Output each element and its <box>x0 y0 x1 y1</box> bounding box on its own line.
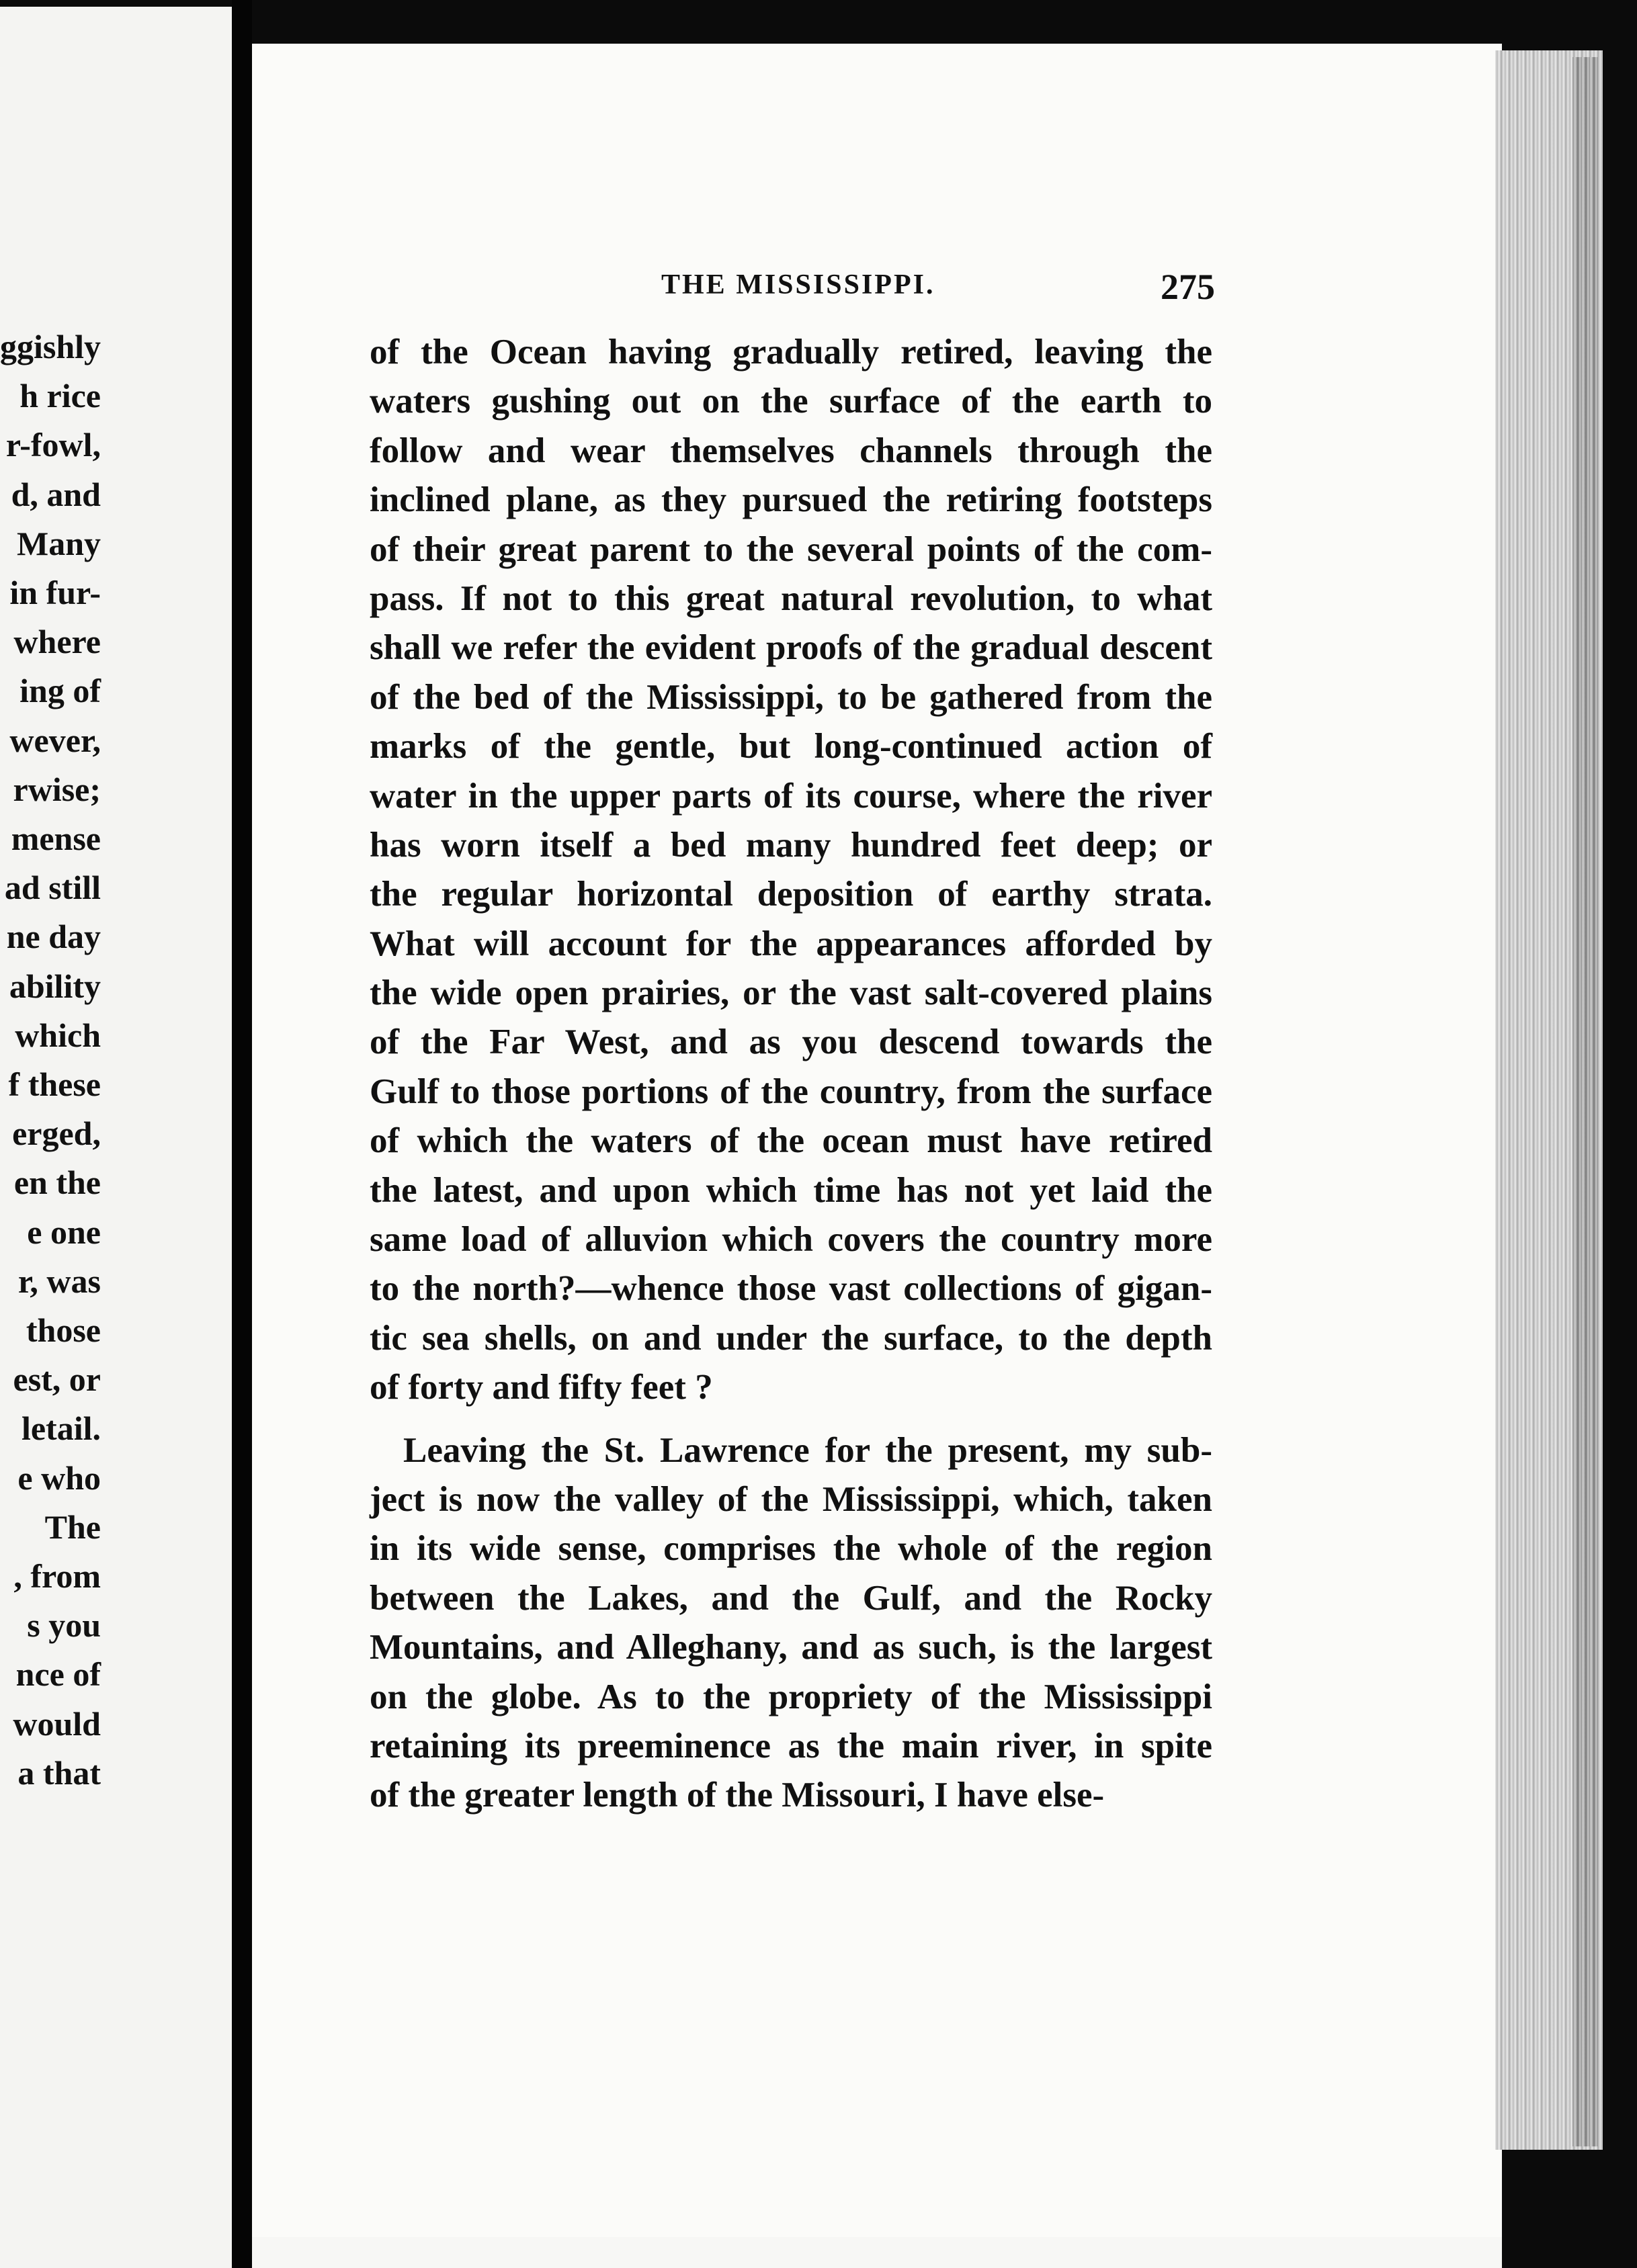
left-page-line: h rice <box>19 377 101 415</box>
left-page-line: ad still <box>4 869 101 907</box>
text-line: between the Lakes, and the Gulf, and the Rocky <box>370 1578 1212 1618</box>
paragraph-gap <box>370 1413 1212 1426</box>
scan-border <box>1603 0 1637 2268</box>
text-line: What will account for the appearances afforded by <box>370 924 1212 963</box>
page-header <box>363 266 1215 306</box>
left-page-line: a that <box>17 1753 101 1792</box>
text-line: the latest, and upon which time has not yet laid the <box>370 1170 1212 1210</box>
text-line: Gulf to those portions of the country, from the surface <box>370 1072 1212 1111</box>
page-bottom <box>252 2237 1502 2268</box>
text-line: inclined plane, as they pursued the retiring footsteps <box>370 480 1212 520</box>
text-line: in its wide sense, comprises the whole of the region <box>370 1529 1212 1569</box>
text-line: of which the waters of the ocean must have retired <box>370 1121 1212 1161</box>
text-line: shall we refer the evident proofs of the gradual descent <box>370 628 1212 668</box>
text-line: of forty and fifty feet ? <box>370 1368 713 1407</box>
left-page-line: ne day <box>6 918 101 956</box>
left-page-line: erged, <box>12 1115 101 1153</box>
text-line: Mountains, and Alleghany, and as such, is the largest <box>370 1628 1212 1667</box>
page-number: 275 <box>1161 267 1215 307</box>
text-line: water in the upper parts of its course, where the river <box>370 776 1212 816</box>
text-line: of the Ocean having gradually retired, leaving the <box>370 333 1212 372</box>
left-page-line: wever, <box>9 721 101 759</box>
text-line: of the bed of the Mississippi, to be gathered from the <box>370 677 1212 717</box>
paragraph <box>370 328 1212 1413</box>
left-page-line: nce of <box>15 1655 101 1694</box>
text-line: pass. If not to this great natural revolution, to what <box>370 578 1212 618</box>
left-page-line: Many <box>17 524 101 562</box>
text-line: same load of alluvion which covers the country more <box>370 1220 1212 1260</box>
text-line: to the north?—whence those vast collections of gigan- <box>370 1269 1212 1309</box>
left-page-line: The <box>44 1508 101 1546</box>
text-line: of their great parent to the several points of the com- <box>370 529 1212 569</box>
paragraph <box>370 1426 1212 1821</box>
left-page-line: en the <box>13 1164 101 1202</box>
left-page-line: est, or <box>13 1360 101 1399</box>
text-line: retaining its preeminence as the main river, in spite <box>370 1726 1212 1765</box>
left-page-line: e one <box>27 1213 101 1251</box>
left-page-line: , from <box>13 1557 101 1595</box>
left-page-line: those <box>26 1311 101 1349</box>
text-line: of the Far West, and as you descend towards the <box>370 1022 1212 1062</box>
left-page-line: letail. <box>21 1409 101 1448</box>
left-page-line: would <box>13 1704 101 1743</box>
running-head: THE MISSISSIPPI. <box>661 269 935 300</box>
book-gutter <box>232 0 252 2268</box>
text-line: on the globe. As to the propriety of the Mississippi <box>370 1677 1212 1716</box>
left-page-line: r-fowl, <box>5 426 101 464</box>
text-line: of the greater length of the Missouri, I have else- <box>370 1776 1105 1815</box>
left-page-line: in fur- <box>9 574 101 611</box>
left-page-line: where <box>13 623 101 661</box>
text-line: marks of the gentle, but long-continued action of <box>370 727 1212 767</box>
page-edges-shadow <box>1572 57 1598 2146</box>
left-page-line: mense <box>11 820 101 857</box>
body-text <box>370 328 1212 1821</box>
left-page-line: ing of <box>19 672 101 710</box>
text-line: waters gushing out on the surface of the earth to <box>370 382 1212 421</box>
left-page-line: ggishly <box>0 328 101 365</box>
left-page-line: d, and <box>11 475 101 513</box>
left-page-line: e who <box>17 1458 101 1497</box>
left-page-line: rwise; <box>13 770 101 808</box>
text-line: the wide open prairies, or the vast salt-covered plains <box>370 973 1212 1013</box>
text-line: Leaving the St. Lawrence for the present, my sub- <box>403 1430 1212 1470</box>
text-line: the regular horizontal deposition of earthy strata. <box>370 875 1212 914</box>
left-page-line: which <box>15 1016 101 1054</box>
left-page-line: r, was <box>17 1262 101 1300</box>
text-line: has worn itself a bed many hundred feet deep; or <box>370 825 1212 865</box>
left-page-line: f these <box>8 1065 101 1103</box>
text-line: tic sea shells, on and under the surface, to the depth <box>370 1318 1212 1358</box>
text-line: follow and wear themselves channels through the <box>370 431 1212 470</box>
text-line: ject is now the valley of the Mississippi, which, taken <box>370 1479 1212 1519</box>
left-page-line: s you <box>27 1606 101 1645</box>
left-page-line: ability <box>9 967 101 1005</box>
